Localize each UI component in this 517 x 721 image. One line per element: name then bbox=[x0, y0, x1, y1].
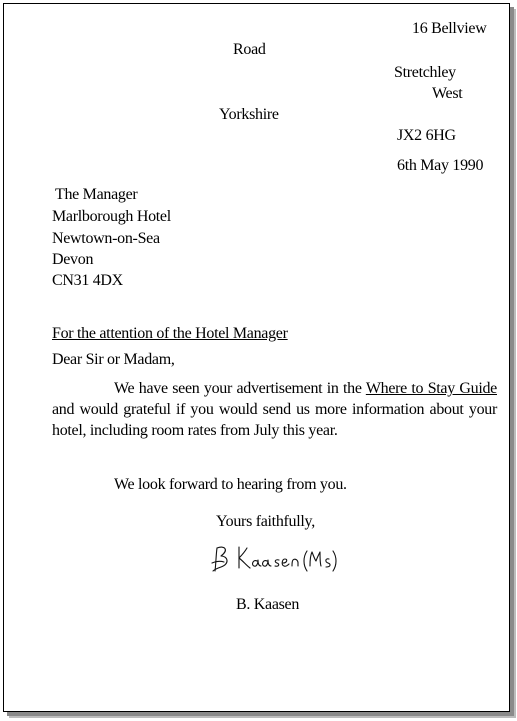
sender-postcode: JX2 6HG bbox=[397, 127, 456, 144]
sender-street-line2: Road bbox=[233, 41, 266, 58]
closing-paragraph: We look forward to hearing from you. bbox=[114, 476, 347, 493]
sender-town-line2: West bbox=[432, 85, 463, 102]
recipient-hotel: Marlborough Hotel bbox=[52, 208, 171, 225]
signatory-name: B. Kaasen bbox=[236, 596, 300, 613]
publication-title: Where to Stay Guide bbox=[365, 380, 497, 397]
recipient-name: The Manager bbox=[55, 186, 138, 203]
handwritten-signature bbox=[209, 541, 341, 579]
sender-town-line1: Stretchley bbox=[394, 64, 456, 81]
letter-page bbox=[3, 3, 510, 712]
recipient-postcode: CN31 4DX bbox=[52, 272, 123, 289]
closing-phrase: Yours faithfully, bbox=[216, 513, 315, 530]
recipient-town: Newtown-on-Sea bbox=[52, 230, 160, 247]
sender-county: Yorkshire bbox=[219, 106, 279, 123]
paragraph-text-after: and would grateful if you would send us more information about your hotel, including room rates from July this year. bbox=[52, 401, 497, 439]
paragraph-text-before: We have seen your advertisement in the bbox=[114, 380, 366, 397]
salutation: Dear Sir or Madam, bbox=[52, 351, 175, 368]
sender-street-line1: 16 Bellview bbox=[412, 20, 487, 37]
letter-date: 6th May 1990 bbox=[397, 157, 484, 174]
body-paragraph bbox=[52, 378, 497, 441]
attention-line: For the attention of the Hotel Manager bbox=[52, 325, 288, 342]
recipient-county: Devon bbox=[52, 251, 94, 268]
